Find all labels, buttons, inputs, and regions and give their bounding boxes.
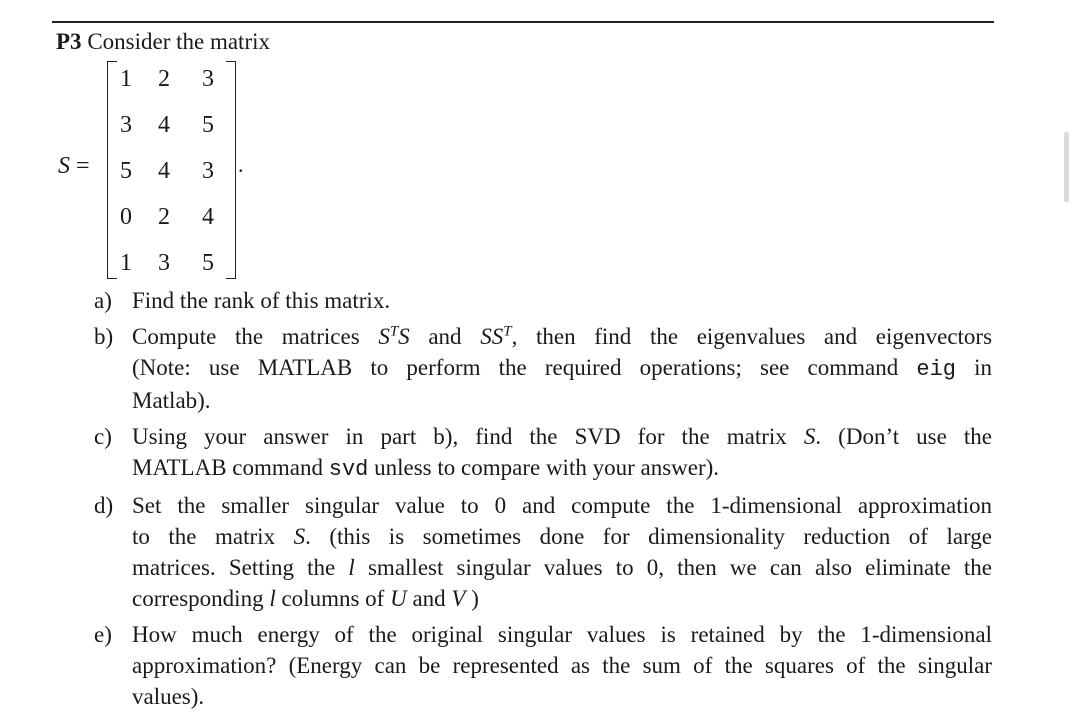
problem-heading [56,28,270,56]
top-rule [52,21,994,23]
question-letter: a) [94,288,112,313]
scrollbar[interactable] [1064,132,1069,202]
matrix-cell: 0 [120,204,132,230]
matrix-cell: 1 [120,250,132,276]
text-run: corresponding [132,586,264,611]
question-line: values). [132,684,205,709]
text-run: and [412,586,446,611]
question-text: Find the rank of this matrix. [132,288,391,313]
question-body [132,321,992,416]
matrix-cell: 4 [158,158,170,184]
formula-sst [480,324,511,349]
matrix-cell: 5 [120,158,132,184]
question-b [94,321,992,416]
matrix-row [110,148,235,194]
formula-sup: T [389,323,399,340]
question-body [132,421,992,485]
matrix-row [110,102,235,148]
formula-tail: S [398,324,410,349]
matrix-label [58,152,90,180]
matrix-s [110,56,235,286]
question-line: Matlab). [132,388,211,413]
question-list [94,285,992,717]
variable-s: S [803,424,816,449]
text-run: matrices. Setting the [132,555,336,580]
text-run: in [974,355,993,380]
question-d [94,490,992,614]
question-c [94,421,992,485]
variable-v: V [451,586,466,611]
matrix-cell: 2 [158,204,170,230]
matrix-cell: 3 [202,66,214,92]
question-letter: d) [94,493,114,518]
question-body [132,619,992,712]
question-letter: c) [94,424,112,449]
matrix-row [110,56,235,102]
matrix-equals: = [76,153,90,179]
problem-intro: Consider the matrix [87,29,270,54]
question-line [132,352,992,385]
text-run: to the matrix [132,524,276,549]
text-run: . (Don’t use the [815,424,993,449]
formula-sup: T [503,323,512,340]
command-eig: eig [916,357,956,382]
question-line [132,521,992,552]
formula-base: SS [480,324,504,349]
question-line [132,583,992,614]
matrix-cell: 5 [202,112,214,138]
text-run: (Note: use MATLAB to perform the required operations; see command [132,355,899,380]
question-letter: e) [94,622,112,647]
formula-sts [378,324,409,349]
text-run: . (this is sometimes done for dimensionality reduction of large [305,524,992,549]
text-run: ) [471,586,479,611]
text-run: and [428,324,462,349]
matrix-cell: 3 [158,250,170,276]
command-svd: svd [328,457,369,482]
matrix-end: . [238,152,244,177]
text-run: Using your answer in part b), find the SVD for the matrix [132,424,787,449]
question-line [132,452,992,485]
text-run: Compute the matrices [132,324,360,349]
question-body [132,285,992,316]
variable-l: l [269,586,276,611]
question-line [132,552,992,583]
matrix-name: S [58,153,70,179]
matrix-cell: 3 [120,112,132,138]
question-line: How much energy of the original singular values is retained by the 1-dimensional [132,622,992,647]
problem-number: P3 [56,29,82,54]
variable-l: l [348,555,355,580]
question-body [132,490,992,614]
question-a [94,285,992,316]
matrix-cell: 3 [202,158,214,184]
matrix-cell: 2 [158,66,170,92]
formula-base: S [378,324,390,349]
text-run: MATLAB command [132,455,324,480]
question-line: Set the smaller singular value to 0 and compute the 1-dimensional approximation [132,493,992,518]
variable-s: S [293,524,306,549]
text-run: smallest singular values to 0, then we can also eliminate the [367,555,993,580]
question-letter: b) [94,324,114,349]
question-line [132,421,992,452]
text-run: , then find the eigenvalues and eigenvectors [511,324,993,349]
text-run: columns of [281,586,385,611]
matrix-row [110,240,235,286]
question-line: approximation? (Energy can be represented as the sum of the squares of the singular [132,653,992,678]
matrix-cell: 5 [202,250,214,276]
variable-u: U [390,586,407,611]
matrix-cell: 1 [120,66,132,92]
matrix-row [110,194,235,240]
matrix-cell: 4 [202,204,214,230]
matrix-cell: 4 [158,112,170,138]
question-line [132,321,992,352]
question-e [94,619,992,712]
text-run: unless to compare with your answer). [374,455,720,480]
